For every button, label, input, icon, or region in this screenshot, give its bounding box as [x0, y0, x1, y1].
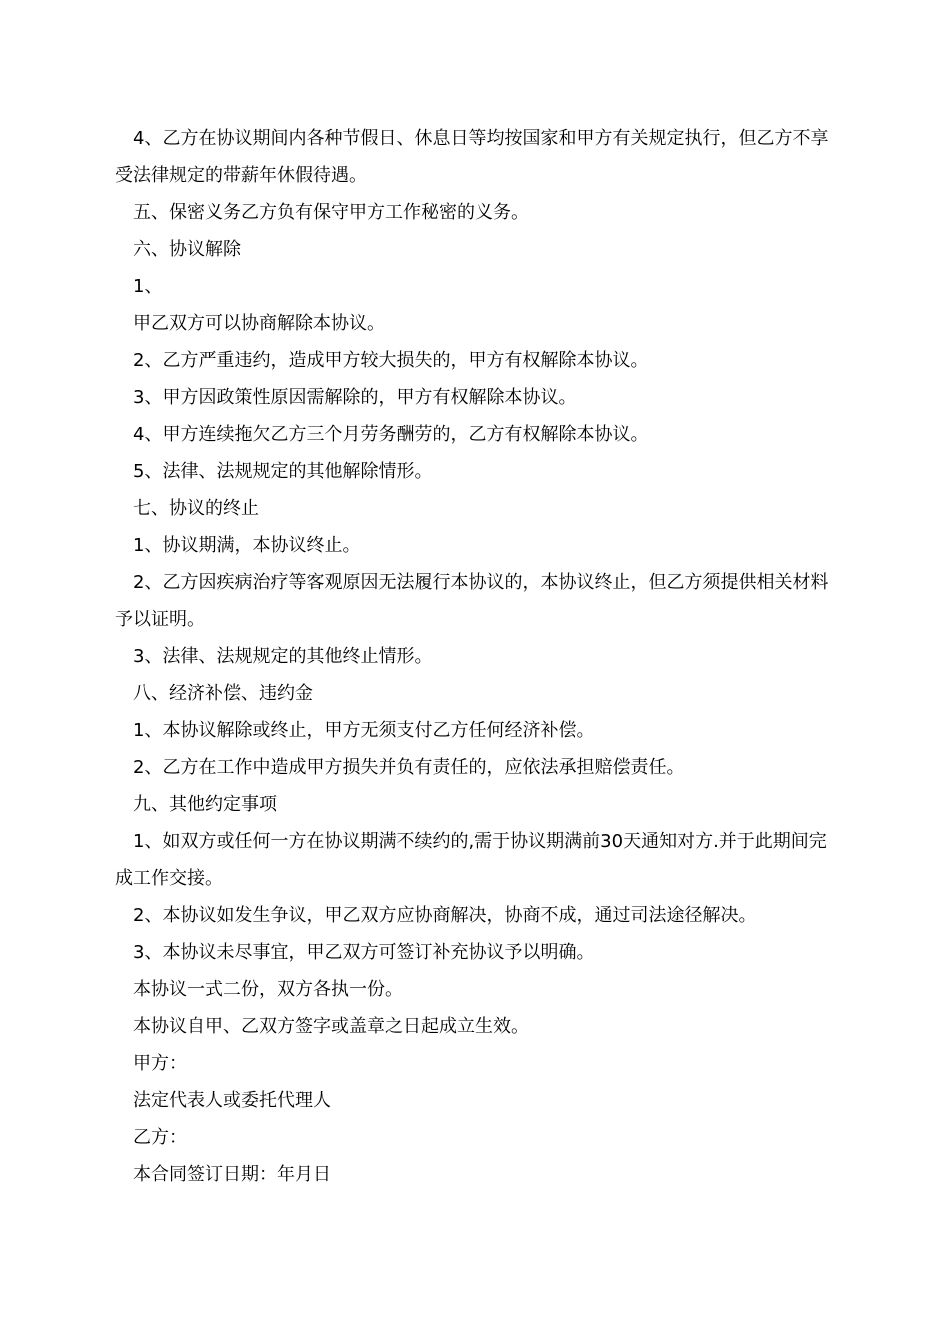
- clause-paragraph: 4、甲方连续拖欠乙方三个月劳务酬劳的，乙方有权解除本协议。: [133, 424, 649, 445]
- signing-date-label: 本合同签订日期：年月日: [133, 1164, 331, 1185]
- representative-label: 法定代表人或委托代理人: [133, 1090, 331, 1111]
- section-heading-termination: 六、协议解除: [133, 239, 241, 260]
- clause-paragraph: 1、协议期满，本协议终止。: [133, 535, 361, 556]
- clause-paragraph: 2、乙方严重违约，造成甲方较大损失的，甲方有权解除本协议。: [133, 350, 649, 371]
- clause-paragraph: 甲乙双方可以协商解除本协议。: [133, 313, 385, 334]
- clause-paragraph: 5、法律、法规规定的其他解除情形。: [133, 461, 433, 482]
- document-body: [115, 120, 837, 1193]
- clause-paragraph: 2、乙方因疾病治疗等客观原因无法履行本协议的，本协议终止，但乙方须提供相关材料予以证明。: [115, 572, 829, 630]
- confidentiality-heading: 五、保密义务乙方负有保守甲方工作秘密的义务。: [133, 202, 529, 223]
- clause-paragraph: 3、甲方因政策性原因需解除的，甲方有权解除本协议。: [133, 387, 577, 408]
- clause-paragraph: 2、本协议如发生争议，甲乙双方应协商解决，协商不成，通过司法途径解决。: [133, 905, 757, 926]
- clause-paragraph: 3、本协议未尽事宜，甲乙双方可签订补充协议予以明确。: [133, 942, 595, 963]
- clause-paragraph: 本协议一式二份，双方各执一份。: [133, 979, 403, 1000]
- section-heading-expiry: 七、协议的终止: [133, 498, 259, 519]
- clause-paragraph: 4、乙方在协议期间内各种节假日、休息日等均按国家和甲方有关规定执行，但乙方不享受法律规定的带薪年休假待遇。: [115, 128, 829, 186]
- clause-paragraph: 2、乙方在工作中造成甲方损失并负有责任的，应依法承担赔偿责任。: [133, 757, 685, 778]
- clause-paragraph: 1、如双方或任何一方在协议期满不续约的,需于协议期满前30天通知对方.并于此期间完成工作交接。: [115, 831, 827, 889]
- clause-paragraph: 本协议自甲、乙双方签字或盖章之日起成立生效。: [133, 1016, 529, 1037]
- clause-number: 1、: [133, 276, 163, 297]
- clause-paragraph: 1、本协议解除或终止，甲方无须支付乙方任何经济补偿。: [133, 720, 595, 741]
- party-b-label: 乙方：: [133, 1127, 187, 1148]
- clause-paragraph: 3、法律、法规规定的其他终止情形。: [133, 646, 433, 667]
- section-heading-compensation: 八、经济补偿、违约金: [133, 683, 313, 704]
- party-a-label: 甲方：: [133, 1053, 187, 1074]
- section-heading-other-terms: 九、其他约定事项: [133, 794, 277, 815]
